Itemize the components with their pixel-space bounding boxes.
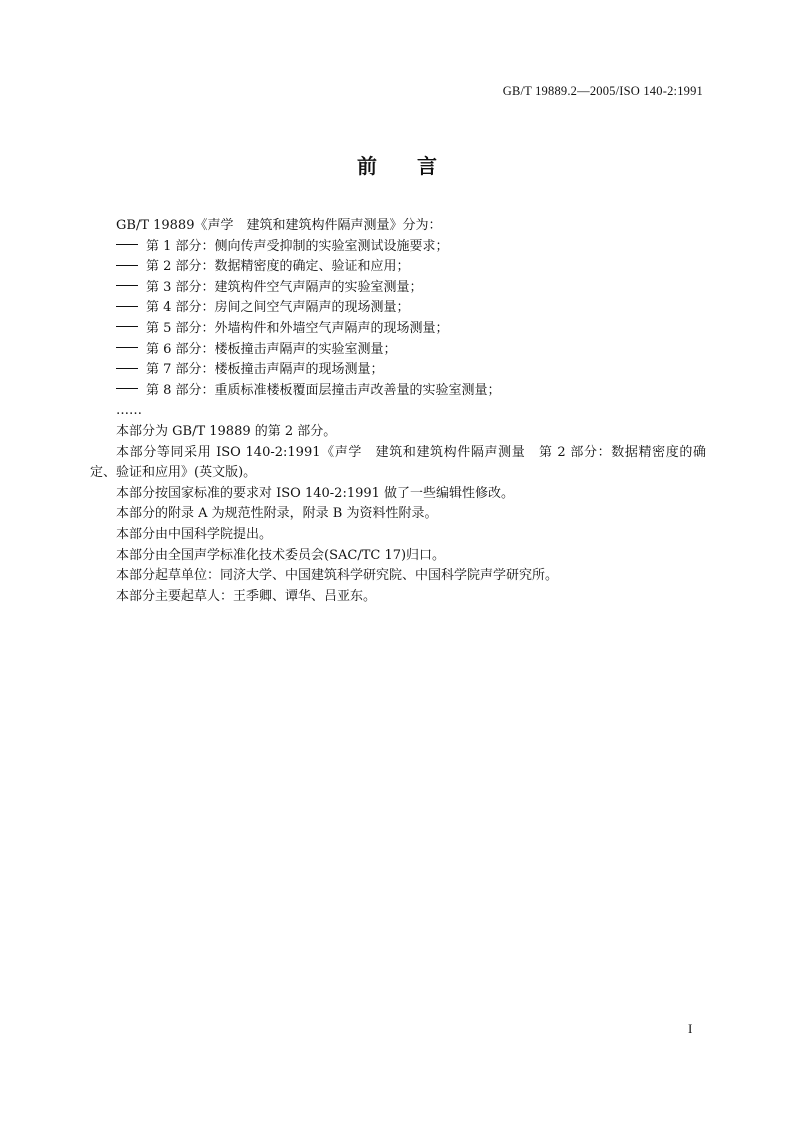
dash-mark — [116, 347, 138, 349]
body-paragraph: 本部分由中国科学院提出。 — [116, 526, 273, 542]
list-item — [90, 257, 706, 278]
body-paragraph: 本部分为 GB/T 19889 的第 2 部分。 — [116, 423, 337, 439]
list-item — [90, 237, 706, 258]
dash-mark — [116, 306, 138, 308]
dash-mark — [116, 244, 138, 246]
list-item — [90, 298, 706, 319]
page-number: I — [688, 1021, 693, 1036]
dash-mark — [116, 368, 138, 370]
dash-mark — [116, 285, 138, 287]
list-item-text: 第 4 部分：房间之间空气声隔声的现场测量； — [146, 300, 410, 316]
ellipsis: …… — [116, 403, 142, 419]
intro-paragraph: GB/T 19889《声学 建筑和建筑构件隔声测量》分为： — [116, 218, 442, 233]
list-item-text: 第 8 部分：重质标准楼板覆面层撞击声改善量的实验室测量； — [146, 382, 501, 398]
list-item — [90, 340, 706, 361]
list-item-text: 第 1 部分：侧向传声受抑制的实验室测试设施要求； — [146, 238, 449, 254]
body-paragraph: 本部分等同采用 ISO 140-2:1991《声学 建筑和建筑构件隔声测量 第 2 部分：数据精密度的确定、验证和应用》(英文版)。 — [90, 444, 706, 481]
standard-header: GB/T 19889.2—2005/ISO 140-2:1991 — [502, 84, 703, 98]
list-item-text: 第 2 部分：数据精密度的确定、验证和应用； — [146, 259, 410, 275]
dash-mark — [116, 265, 138, 267]
body-paragraph: 本部分起草单位：同济大学、中国建筑科学研究院、中国科学院声学研究所。 — [116, 568, 559, 584]
page-title: 前言 — [357, 154, 477, 178]
foreword-body — [90, 216, 706, 607]
list-item — [90, 278, 706, 299]
list-item-text: 第 3 部分：建筑构件空气声隔声的实验室测量； — [146, 279, 423, 295]
body-paragraph: 本部分主要起草人：王季卿、谭华、吕亚东。 — [116, 588, 377, 604]
body-paragraph: 本部分的附录 A 为规范性附录，附录 B 为资料性附录。 — [116, 506, 438, 522]
list-item — [90, 360, 706, 381]
dash-mark — [116, 388, 138, 390]
list-item-text: 第 7 部分：楼板撞击声隔声的现场测量； — [146, 362, 384, 378]
body-paragraph: 本部分由全国声学标准化技术委员会(SAC/TC 17)归口。 — [116, 547, 446, 563]
list-item — [90, 319, 706, 340]
list-item-text: 第 6 部分：楼板撞击声隔声的实验室测量； — [146, 341, 397, 357]
body-paragraph: 本部分按国家标准的要求对 ISO 140-2:1991 做了一些编辑性修改。 — [116, 485, 515, 501]
list-item — [90, 381, 706, 402]
dash-mark — [116, 326, 138, 328]
list-item-text: 第 5 部分：外墙构件和外墙空气声隔声的现场测量； — [146, 320, 449, 336]
